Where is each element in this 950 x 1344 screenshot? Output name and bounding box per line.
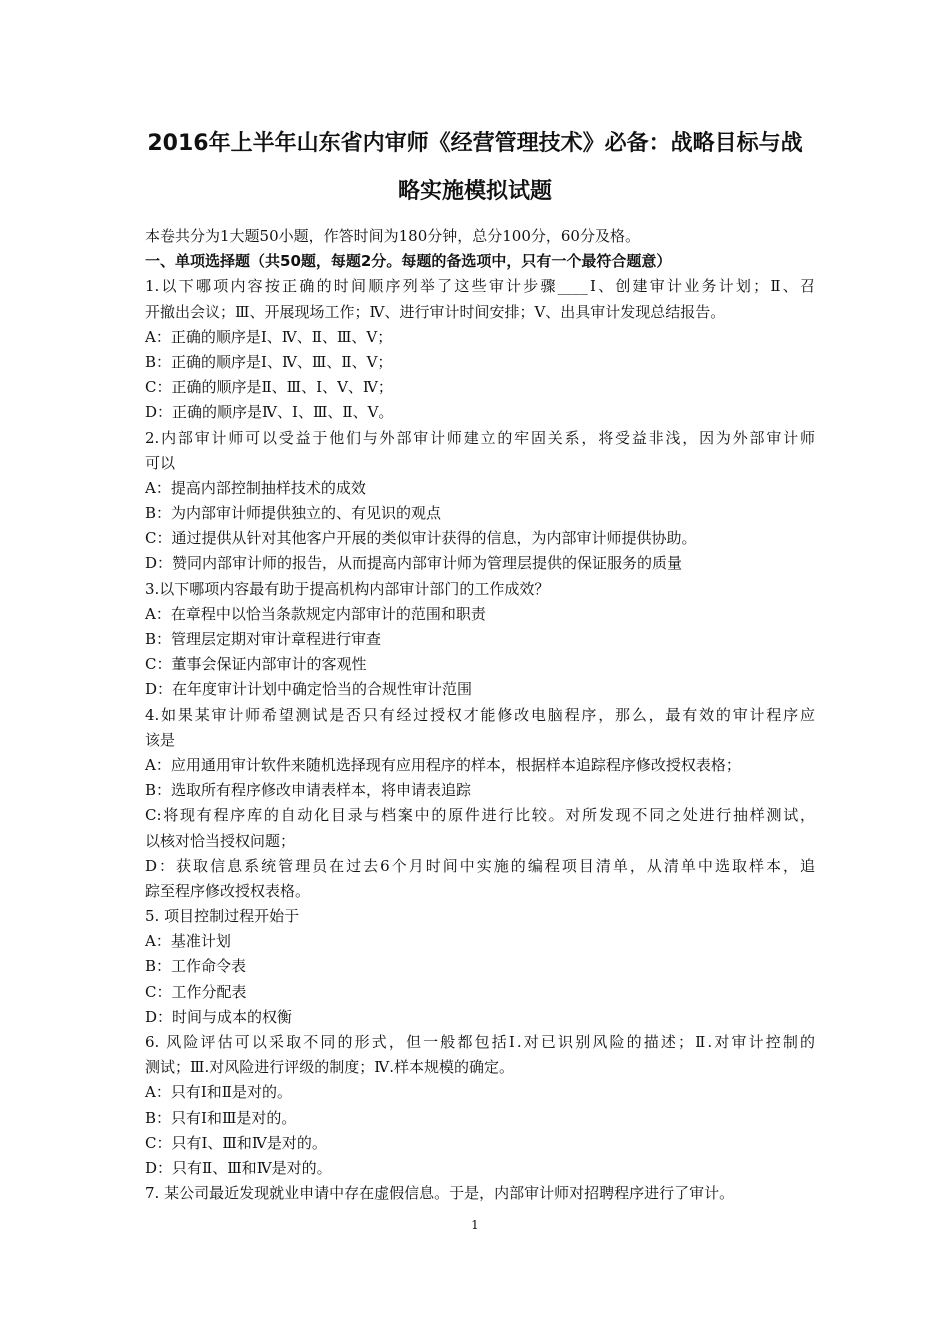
answer-option: C：董事会保证内部审计的客观性: [145, 655, 367, 674]
document-title-line2: 略实施模拟试题: [397, 179, 552, 204]
exam-intro: 本卷共分为1大题50小题，作答时间为180分钟，总分100分，60分及格。: [145, 227, 640, 245]
question-text: 5. 项目控制过程开始于: [145, 907, 300, 926]
answer-option: A：正确的顺序是Ⅰ、Ⅳ、Ⅱ、Ⅲ、Ⅴ；: [145, 327, 393, 346]
question-text: 测试；Ⅲ.对风险进行评级的制度；Ⅳ.样本规模的确定。: [145, 1058, 514, 1077]
document-body: [145, 224, 815, 1206]
question-text: 1.以下哪项内容按正确的时间顺序列举了这些审计步骤____Ⅰ、创建审计业务计划；Ⅱ、召: [145, 277, 815, 296]
question-text: 4.如果某审计师希望测试是否只有经过授权才能修改电脑程序，那么，最有效的审计程序应: [145, 705, 815, 724]
document-title-line1: 2016年上半年山东省内审师《经营管理技术》必备：战略目标与战: [147, 131, 803, 156]
answer-option: D：只有Ⅱ、Ⅲ和Ⅳ是对的。: [145, 1158, 332, 1177]
answer-option: B：管理层定期对审计章程进行审查: [145, 630, 382, 648]
answer-option: C：只有Ⅰ、Ⅲ和Ⅳ是对的。: [145, 1133, 327, 1152]
answer-option: 踪至程序修改授权表格。: [145, 881, 311, 900]
answer-option: B：工作命令表: [145, 957, 247, 976]
answer-option: D：赞同内部审计师的报告，从而提高内部审计师为管理层提供的保证服务的质量: [145, 554, 683, 573]
answer-option: C：正确的顺序是Ⅱ、Ⅲ、Ⅰ、Ⅴ、Ⅳ；: [145, 378, 393, 397]
answer-option: B：只有Ⅰ和Ⅲ是对的。: [145, 1108, 297, 1127]
answer-option: C:将现有程序库的自动化目录与档案中的原件进行比较。对所发现不同之处进行抽样测试，: [145, 806, 815, 825]
answer-option: A：应用通用审计软件来随机选择现有应用程序的样本，根据样本追踪程序修改授权表格；: [145, 755, 741, 774]
question-text: 开撤出会议；Ⅲ、开展现场工作；Ⅳ、进行审计时间安排；Ⅴ、出具审计发现总结报告。: [145, 302, 726, 321]
question-text: 3.以下哪项内容最有助于提高机构内部审计部门的工作成效？: [145, 579, 550, 598]
answer-option: B：正确的顺序是Ⅰ、Ⅳ、Ⅲ、Ⅱ、Ⅴ；: [145, 352, 393, 371]
question-text: 2.内部审计师可以受益于他们与外部审计师建立的牢固关系，将受益非浅，因为外部审计师: [145, 428, 815, 447]
answer-option: B：为内部审计师提供独立的、有见识的观点: [145, 504, 442, 523]
question-text: 该是: [145, 730, 176, 749]
page-number: 1: [471, 1218, 479, 1232]
question-text: 可以: [145, 453, 176, 472]
answer-option: A：提高内部控制抽样技术的成效: [145, 478, 366, 497]
answer-option: C：工作分配表: [145, 982, 247, 1001]
answer-option: C：通过提供从针对其他客户开展的类似审计获得的信息，为内部审计师提供协助。: [145, 529, 697, 548]
answer-option: A：只有Ⅰ和Ⅱ是对的。: [145, 1083, 292, 1102]
answer-option: D：获取信息系统管理员在过去6个月时间中实施的编程项目清单，从清单中选取样本，追: [145, 856, 815, 875]
answer-option: A：在章程中以恰当条款规定内部审计的范围和职责: [145, 604, 486, 623]
question-text: 7. 某公司最近发现就业申请中存在虚假信息。于是，内部审计师对招聘程序进行了审计。: [145, 1184, 735, 1203]
answer-option: 以核对恰当授权问题；: [145, 831, 296, 850]
answer-option: A：基准计划: [145, 932, 231, 951]
answer-option: D：时间与成本的权衡: [145, 1007, 293, 1026]
answer-option: D：在年度审计计划中确定恰当的合规性审计范围: [145, 680, 473, 699]
question-text: 6. 风险评估可以采取不同的形式，但一般都包括Ⅰ.对已识别风险的描述；Ⅱ.对审计控制的: [145, 1033, 815, 1051]
section-header: 一、单项选择题（共50题，每题2分。每题的备选项中，只有一个最符合题意）: [145, 252, 672, 271]
answer-option: D：正确的顺序是Ⅳ、Ⅰ、Ⅲ、Ⅱ、Ⅴ。: [145, 403, 394, 422]
answer-option: B：选取所有程序修改申请表样本，将申请表追踪: [145, 781, 472, 800]
